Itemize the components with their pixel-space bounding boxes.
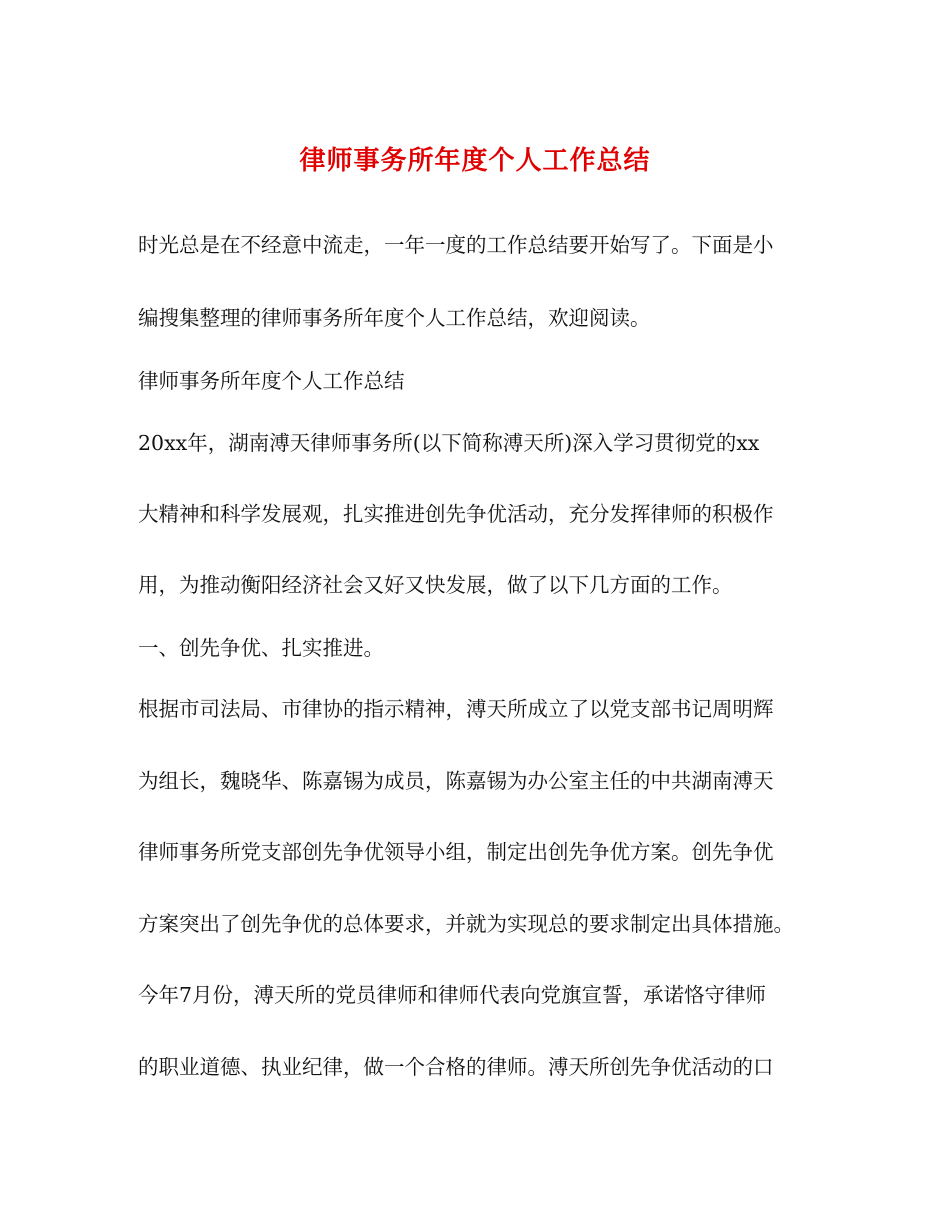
paragraph-line: 时光总是在不经意中流走，一年一度的工作总结要开始写了。下面是小 [138, 233, 774, 257]
paragraph-line: 20xx年，湖南溥天律师事务所(以下简称溥天所)深入学习贯彻党的xx [138, 431, 760, 455]
section-heading: 律师事务所年度个人工作总结 [138, 369, 405, 393]
paragraph-line: 方案突出了创先争优的总体要求，并就为实现总的要求制定出具体措施。 [138, 912, 794, 936]
section-heading: 一、创先争优、扎实推进。 [138, 636, 384, 660]
paragraph-line: 用，为推动衡阳经济社会又好又快发展，做了以下几方面的工作。 [138, 573, 733, 597]
paragraph-line: 大精神和科学发展观，扎实推进创先争优活动，充分发挥律师的积极作 [138, 502, 774, 526]
paragraph-line: 今年7月份，溥天所的党员律师和律师代表向党旗宣誓，承诺恪守律师 [138, 983, 767, 1007]
paragraph-line: 律师事务所党支部创先争优领导小组，制定出创先争优方案。创先争优 [138, 840, 774, 864]
paragraph-line: 的职业道德、执业纪律，做一个合格的律师。溥天所创先争优活动的口 [138, 1055, 774, 1079]
paragraph-line: 编搜集整理的律师事务所年度个人工作总结，欢迎阅读。 [138, 306, 651, 330]
document-title: 律师事务所年度个人工作总结 [299, 146, 651, 176]
paragraph-line: 根据市司法局、市律协的指示精神，溥天所成立了以党支部书记周明辉 [138, 697, 774, 721]
paragraph-line: 为组长，魏晓华、陈嘉锡为成员，陈嘉锡为办公室主任的中共湖南溥天 [138, 769, 774, 793]
